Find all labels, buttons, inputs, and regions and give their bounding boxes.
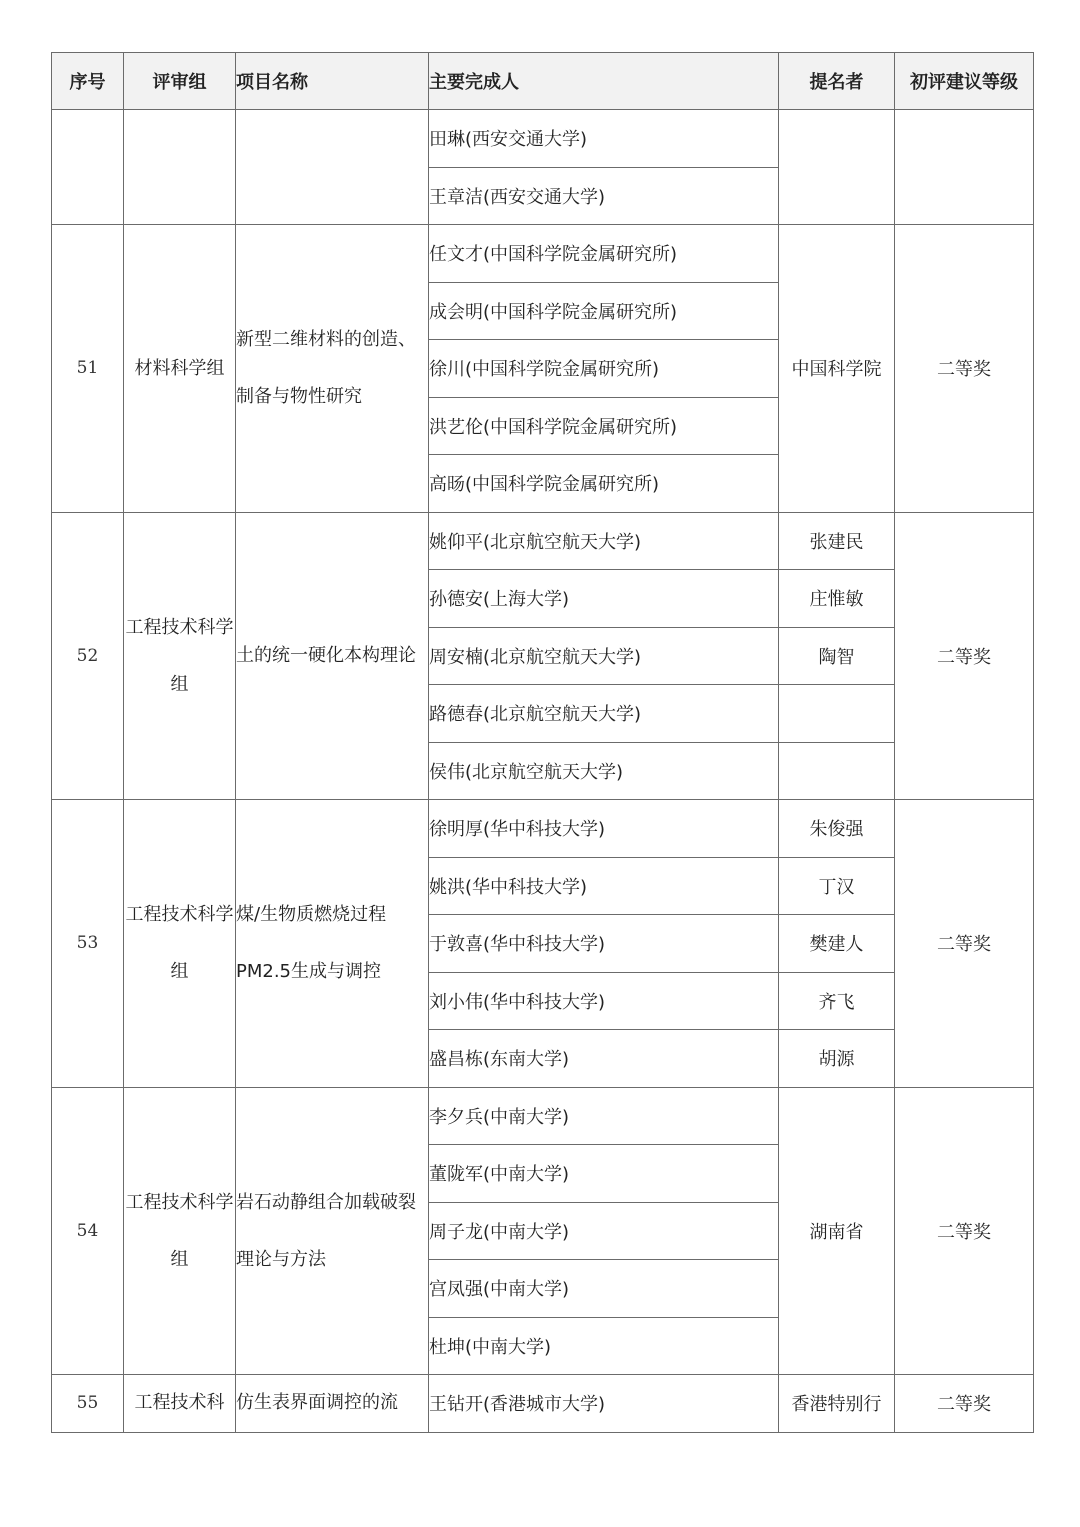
table-row [52,1087,1034,1145]
cell-grade: 二等奖 [895,512,1034,800]
cell-num: 52 [52,512,124,800]
cell-grade: 二等奖 [895,225,1034,513]
cell-num [52,110,124,225]
table-row [52,800,1034,858]
cell-project: 仿生表界面调控的流 [236,1375,429,1433]
cell-project: 土的统一硬化本构理论 [236,512,429,800]
cell-person: 任文才(中国科学院金属研究所) [429,225,779,283]
cell-nominator: 湖南省 [779,1087,895,1375]
cell-group: 材料科学组 [124,225,236,513]
cell-nominator: 中国科学院 [779,225,895,513]
cell-nominator: 胡源 [779,1030,895,1088]
cell-grade: 二等奖 [895,800,1034,1088]
table-row [52,225,1034,283]
table-row [52,110,1034,168]
cell-nominator: 丁汉 [779,857,895,915]
cell-person: 王章洁(西安交通大学) [429,167,779,225]
cell-person: 刘小伟(华中科技大学) [429,972,779,1030]
awards-table [51,52,1034,1433]
cell-num: 53 [52,800,124,1088]
cell-group [124,110,236,225]
cell-nominator: 朱俊强 [779,800,895,858]
cell-project: 新型二维材料的创造、制备与物性研究 [236,225,429,513]
cell-grade: 二等奖 [895,1087,1034,1375]
cell-nominator: 陶智 [779,627,895,685]
table-row [52,1375,1034,1433]
cell-person: 盛昌栋(东南大学) [429,1030,779,1088]
cell-nominator [779,685,895,743]
cell-person: 李夕兵(中南大学) [429,1087,779,1145]
cell-person: 于敦喜(华中科技大学) [429,915,779,973]
cell-person: 周安楠(北京航空航天大学) [429,627,779,685]
cell-person: 杜坤(中南大学) [429,1317,779,1375]
cell-nominator: 庄惟敏 [779,570,895,628]
cell-person: 姚洪(华中科技大学) [429,857,779,915]
cell-person: 田琳(西安交通大学) [429,110,779,168]
cell-person: 洪艺伦(中国科学院金属研究所) [429,397,779,455]
cell-grade [895,110,1034,225]
cell-grade: 二等奖 [895,1375,1034,1433]
cell-project: 岩石动静组合加载破裂理论与方法 [236,1087,429,1375]
cell-group: 工程技术科 [124,1375,236,1433]
cell-person: 王钻开(香港城市大学) [429,1375,779,1433]
cell-nominator: 樊建人 [779,915,895,973]
cell-person: 董陇军(中南大学) [429,1145,779,1203]
header-group: 评审组 [124,53,236,110]
header-num: 序号 [52,53,124,110]
cell-num: 55 [52,1375,124,1433]
cell-nominator [779,742,895,800]
cell-group: 工程技术科学组 [124,800,236,1088]
table-row [52,512,1034,570]
cell-nominator: 香港特别行 [779,1375,895,1433]
cell-num: 51 [52,225,124,513]
header-row [52,53,1034,110]
cell-person: 高旸(中国科学院金属研究所) [429,455,779,513]
cell-num: 54 [52,1087,124,1375]
cell-person: 孙德安(上海大学) [429,570,779,628]
cell-person: 成会明(中国科学院金属研究所) [429,282,779,340]
header-nominator: 提名者 [779,53,895,110]
header-persons: 主要完成人 [429,53,779,110]
cell-person: 宫凤强(中南大学) [429,1260,779,1318]
cell-person: 徐明厚(华中科技大学) [429,800,779,858]
cell-person: 侯伟(北京航空航天大学) [429,742,779,800]
cell-person: 路德春(北京航空航天大学) [429,685,779,743]
cell-person: 徐川(中国科学院金属研究所) [429,340,779,398]
header-grade: 初评建议等级 [895,53,1034,110]
cell-nominator: 齐飞 [779,972,895,1030]
cell-project: 煤/生物质燃烧过程PM2.5生成与调控 [236,800,429,1088]
cell-person: 姚仰平(北京航空航天大学) [429,512,779,570]
cell-nominator [779,110,895,225]
cell-nominator: 张建民 [779,512,895,570]
cell-project [236,110,429,225]
cell-group: 工程技术科学组 [124,512,236,800]
cell-group: 工程技术科学组 [124,1087,236,1375]
header-project: 项目名称 [236,53,429,110]
cell-person: 周子龙(中南大学) [429,1202,779,1260]
